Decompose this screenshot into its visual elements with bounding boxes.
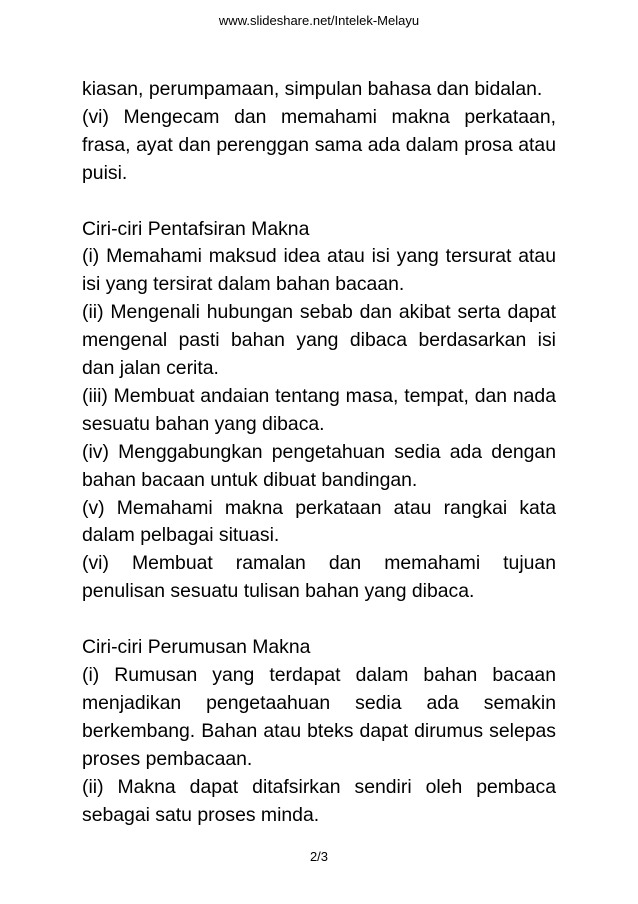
list-item: (i) Rumusan yang terdapat dalam bahan bacaan menjadikan pengetaahuan sedia ada semakin berkembang. Bahan atau bteks dapat dirumus selepas proses pembacaan.: [82, 664, 556, 770]
list-item: (iv) Menggabungkan pengetahuan sedia ada dengan bahan bacaan untuk dibuat bandingan.: [82, 440, 556, 491]
section-heading: Ciri-ciri Perumusan Makna: [82, 636, 311, 659]
list-item: (iii) Membuat andaian tentang masa, tempat, dan nada sesuatu bahan yang dibaca.: [82, 384, 556, 435]
paragraph: (vi) Mengecam dan memahami makna perkataan, frasa, ayat dan perenggan sama ada dalam prosa atau puisi.: [82, 105, 556, 184]
header-url: www.slideshare.net/Intelek-Melayu: [218, 13, 420, 28]
list-item: (vi) Membuat ramalan dan memahami tujuan penulisan sesuatu tulisan bahan yang dibaca.: [82, 552, 556, 603]
list-item: (ii) Mengenali hubungan sebab dan akibat serta dapat mengenal pasti bahan yang dibaca berdasarkan isi dan jalan cerita.: [82, 301, 556, 380]
spacer: [82, 606, 556, 634]
page-number: 2/3: [309, 849, 329, 864]
list-item: (i) Memahami maksud idea atau isi yang tersurat atau isi yang tersirat dalam bahan bacaan.: [82, 245, 556, 296]
page-content: [82, 76, 556, 829]
spacer: [82, 188, 556, 216]
section-heading: Ciri-ciri Pentafsiran Makna: [82, 217, 310, 240]
paragraph: kiasan, perumpamaan, simpulan bahasa dan bidalan.: [82, 78, 543, 100]
list-item: (ii) Makna dapat ditafsirkan sendiri oleh pembaca sebagai satu proses minda.: [82, 775, 556, 826]
list-item: (v) Memahami makna perkataan atau rangkai kata dalam pelbagai situasi.: [82, 496, 556, 547]
